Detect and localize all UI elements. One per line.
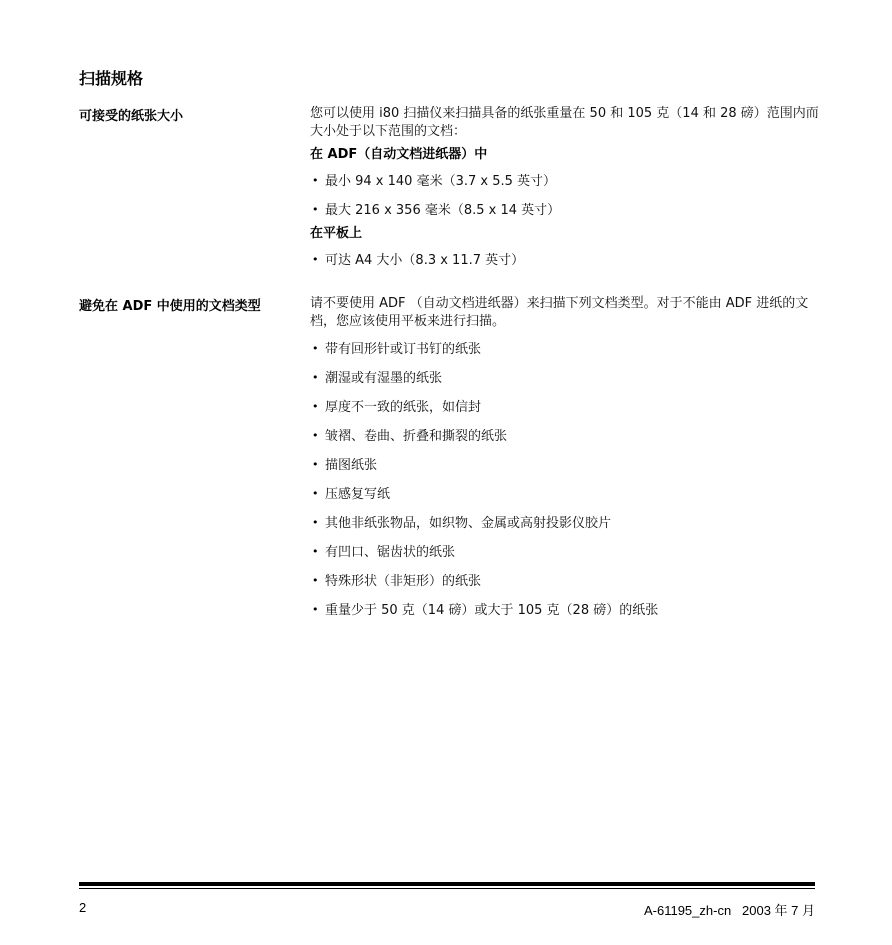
document-id: A-61195_zh-cn 2003 年 7 月 bbox=[643, 903, 815, 918]
bullet-icon: • bbox=[312, 342, 319, 355]
bullet-icon: • bbox=[312, 603, 319, 616]
footer-divider-thick bbox=[79, 882, 815, 886]
list-item-text: 可达 A4 大小（8.3 x 11.7 英寸） bbox=[325, 253, 525, 268]
section-label: 可接受的纸张大小 bbox=[79, 109, 184, 124]
avoid-document-list bbox=[310, 341, 819, 631]
list-item bbox=[310, 457, 819, 486]
bullet-icon: • bbox=[312, 574, 319, 587]
section-body bbox=[310, 105, 819, 281]
intro-paragraph: 请不要使用 ADF （自动文档进纸器）来扫描下列文档类型。对于不能由 ADF 进纸的文档，您应该使用平板来进行扫描。 bbox=[310, 296, 809, 329]
list-item bbox=[310, 202, 819, 222]
bullet-icon: • bbox=[312, 458, 319, 471]
list-item-text: 最小 94 x 140 毫米（3.7 x 5.5 英寸） bbox=[325, 174, 557, 189]
list-item bbox=[310, 370, 819, 399]
list-item bbox=[310, 428, 819, 457]
list-item-text: 潮湿或有湿墨的纸张 bbox=[325, 371, 443, 386]
list-item-text: 描图纸张 bbox=[325, 458, 378, 473]
adf-size-list bbox=[310, 173, 819, 222]
list-item-text: 特殊形状（非矩形）的纸张 bbox=[325, 574, 482, 589]
list-item bbox=[310, 341, 819, 370]
section-label: 避免在 ADF 中使用的文档类型 bbox=[79, 299, 261, 314]
page-title: 扫描规格 bbox=[79, 69, 144, 88]
bullet-icon: • bbox=[312, 545, 319, 558]
list-item bbox=[310, 515, 819, 544]
bullet-icon: • bbox=[312, 429, 319, 442]
list-item-text: 厚度不一致的纸张，如信封 bbox=[325, 400, 482, 415]
list-item-text: 带有回形针或订书钉的纸张 bbox=[325, 342, 482, 357]
bullet-icon: • bbox=[312, 174, 319, 187]
bullet-icon: • bbox=[312, 203, 319, 216]
flatbed-subheading: 在平板上 bbox=[310, 226, 363, 241]
list-item-text: 压感复写纸 bbox=[325, 487, 391, 502]
list-item-text: 重量少于 50 克（14 磅）或大于 105 克（28 磅）的纸张 bbox=[325, 603, 659, 618]
page-number: 2 bbox=[79, 900, 87, 915]
bullet-icon: • bbox=[312, 487, 319, 500]
intro-paragraph: 您可以使用 i80 扫描仪来扫描具备的纸张重量在 50 和 105 克（14 和 28 磅）范围内而大小处于以下范围的文档： bbox=[310, 106, 819, 139]
list-item-text: 皱褶、卷曲、折叠和撕裂的纸张 bbox=[325, 429, 508, 444]
bullet-icon: • bbox=[312, 516, 319, 529]
list-item bbox=[310, 573, 819, 602]
list-item bbox=[310, 544, 819, 573]
list-item-text: 有凹口、锯齿状的纸张 bbox=[325, 545, 456, 560]
bullet-icon: • bbox=[312, 371, 319, 384]
list-item-text: 最大 216 x 356 毫米（8.5 x 14 英寸） bbox=[325, 203, 561, 218]
bullet-icon: • bbox=[312, 400, 319, 413]
bullet-icon: • bbox=[312, 253, 319, 266]
adf-subheading: 在 ADF（自动文档进纸器）中 bbox=[310, 147, 488, 162]
footer-divider-thin bbox=[79, 888, 815, 889]
list-item bbox=[310, 173, 819, 202]
flatbed-size-list bbox=[310, 252, 819, 281]
list-item-text: 其他非纸张物品，如织物、金属或高射投影仪胶片 bbox=[325, 516, 612, 531]
list-item bbox=[310, 486, 819, 515]
list-item bbox=[310, 602, 819, 631]
list-item bbox=[310, 252, 819, 281]
list-item bbox=[310, 399, 819, 428]
section-body bbox=[310, 295, 819, 631]
